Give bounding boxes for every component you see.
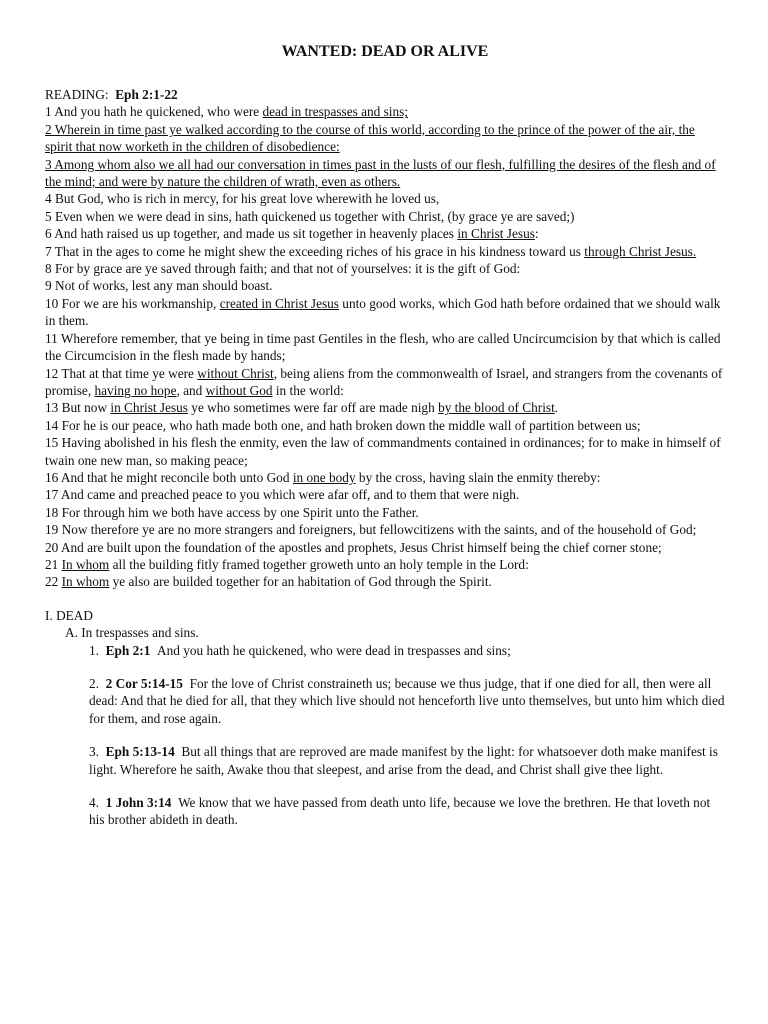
point-number: 2. [89,676,99,691]
verse-line [45,121,725,156]
verse-line [45,539,725,556]
verse-text: all the building fitly framed together groweth unto an holy temple in the Lord: [109,556,529,572]
reading-line [45,86,725,103]
verse-text: 15 Having abolished in his flesh the enmity, even the law of commandments contained in ordinances; for to make in himself of twain one new man, so making peace; [45,435,721,468]
outline-point [89,675,725,727]
verse-underlined-text: by the blood of Christ [438,400,555,416]
verse-text: . [554,400,559,416]
verse-line [45,521,725,538]
verse-text: 18 For through him we both have access by one Spirit unto the Father. [45,504,419,520]
point-text: We know that we have passed from death unto life, because we love the brethren. He that loveth not his brother abideth in death. [89,795,711,828]
verse-text: 7 That in the ages to come he might shew the exceeding riches of his grace in his kindness toward us [45,243,585,259]
verse-text: 21 [45,556,62,572]
verse-line [45,434,725,469]
verse-underlined-text: created in Christ Jesus [219,295,339,311]
verse-underlined-text: having no hope [94,382,177,398]
reading-reference: Eph 2:1-22 [115,87,178,102]
verse-text: ye who sometimes were far off are made nigh [187,400,439,416]
verse-text: 13 But now [45,400,111,416]
verse-line [45,330,725,365]
verse-underlined-text: in Christ Jesus [457,226,535,242]
verse-text: 10 For we are his workmanship, [45,295,220,311]
verse-line [45,556,725,573]
verse-underlined-text: In whom [61,556,110,572]
verse-underlined-text: without Christ [197,365,274,381]
verse-underlined-text: dead in trespasses and sins; [262,104,408,120]
point-number: 1. [89,642,99,658]
point-reference: 2 Cor 5:14-15 [105,676,183,691]
verse-text: in the world: [272,382,344,398]
verse-underlined-text: in one body [292,469,356,485]
verse-line [45,190,725,207]
verse-text: 9 Not of works, lest any man should boast. [45,278,273,294]
point-text: And you hath he quickened, who were dead in trespasses and sins; [157,642,511,658]
verse-underlined-text: through Christ Jesus. [584,243,697,259]
verse-line [45,208,725,225]
verse-line [45,225,725,242]
verse-line [45,573,725,590]
outline-point [89,794,725,829]
verse-text: 11 Wherefore remember, that ye being in time past Gentiles in the flesh, who are called Uncircumcision by that which is called the Circumcision in the flesh made by hands; [45,330,721,364]
verse-underlined-text: without God [205,382,273,398]
verse-text: 6 And hath raised us up together, and made us sit together in heavenly places [45,226,458,242]
reading-label: READING: [45,87,109,102]
verse-text: 22 [45,574,62,590]
verse-text: , and [176,382,206,398]
verse-line [45,469,725,486]
outline-heading: I. DEAD [45,607,94,623]
scripture-passage [45,103,725,590]
verse-text: 16 And that he might reconcile both unto God [45,469,293,485]
verse-text: 17 And came and preached peace to you which were afar off, and to them that were nigh. [45,487,520,503]
outline-points [45,642,725,829]
verse-text: 12 That at that time ye were [45,365,198,381]
verse-text: unto good works, which God hath before ordained that we should walk in them. [45,295,721,329]
verse-text: 14 For he is our peace, who hath made both one, and hath broken down the middle wall of partition between us; [45,417,641,433]
verse-text: 5 Even when we were dead in sins, hath quickened us together with Christ, (by grace ye are saved;) [45,208,575,224]
outline-point [89,642,725,659]
verse-text: 19 Now therefore ye are no more strangers and foreigners, but fellowcitizens with the saints, and of the household of God; [45,522,697,538]
verse-line [45,260,725,277]
verse-line [45,504,725,521]
verse-line [45,486,725,503]
verse-line [45,417,725,434]
verse-text: ye also are builded together for an habitation of God through the Spirit. [109,574,492,590]
verse-line [45,365,725,400]
point-number: 4. [89,795,99,811]
point-number: 3. [89,744,99,760]
verse-line [45,243,725,260]
point-reference: 1 John 3:14 [105,795,172,811]
page-title: WANTED: DEAD OR ALIVE [281,43,489,60]
verse-line [45,399,725,416]
verse-text: 1 And you hath he quickened, who were [45,104,263,120]
verse-line [45,295,725,330]
verse-text: 20 And are built upon the foundation of the apostles and prophets, Jesus Christ himself being the chief corner stone; [45,539,662,555]
verse-line [45,156,725,191]
verse-text: : [534,226,539,242]
verse-line [45,277,725,294]
point-text: For the love of Christ constraineth us; because we thus judge, that if one died for all, then were all dead: And that he died for all, that they which live should not henceforth live unto themselves, but unto him which died for them, and rose again. [89,676,725,726]
document-page [45,42,725,829]
verse-underlined-text: In whom [61,574,110,590]
verse-underlined-text: 2 Wherein in time past ye walked according to the course of this world, according to the prince of the power of the air, the spirit that now worketh in the children of disobedience: [45,121,695,155]
point-text: But all things that are reproved are made manifest by the light: for whatsoever doth make manifest is light. Wherefore he saith, Awake thou that sleepest, and arise from the dead, and Christ shall give thee light. [89,744,718,777]
outline-point [89,743,725,778]
verse-text: by the cross, having slain the enmity thereby: [355,469,601,485]
verse-text: 4 But God, who is rich in mercy, for his great love wherewith he loved us, [45,191,440,207]
verse-text: , being aliens from the commonwealth of Israel, and strangers from the covenants of promise, [45,365,723,398]
point-reference: Eph 5:13-14 [105,744,175,760]
verse-underlined-text: 3 Among whom also we all had our conversation in times past in the lusts of our flesh, fulfilling the desires of the flesh and of the mind; and were by nature the children of wrath, even as others. [45,156,716,190]
outline-subheading: A. In trespasses and sins. [65,625,199,641]
verse-underlined-text: in Christ Jesus [110,400,188,416]
verse-text: 8 For by grace are ye saved through faith; and that not of yourselves: it is the gift of God: [45,261,521,277]
point-reference: Eph 2:1 [105,642,151,658]
verse-line [45,103,725,120]
